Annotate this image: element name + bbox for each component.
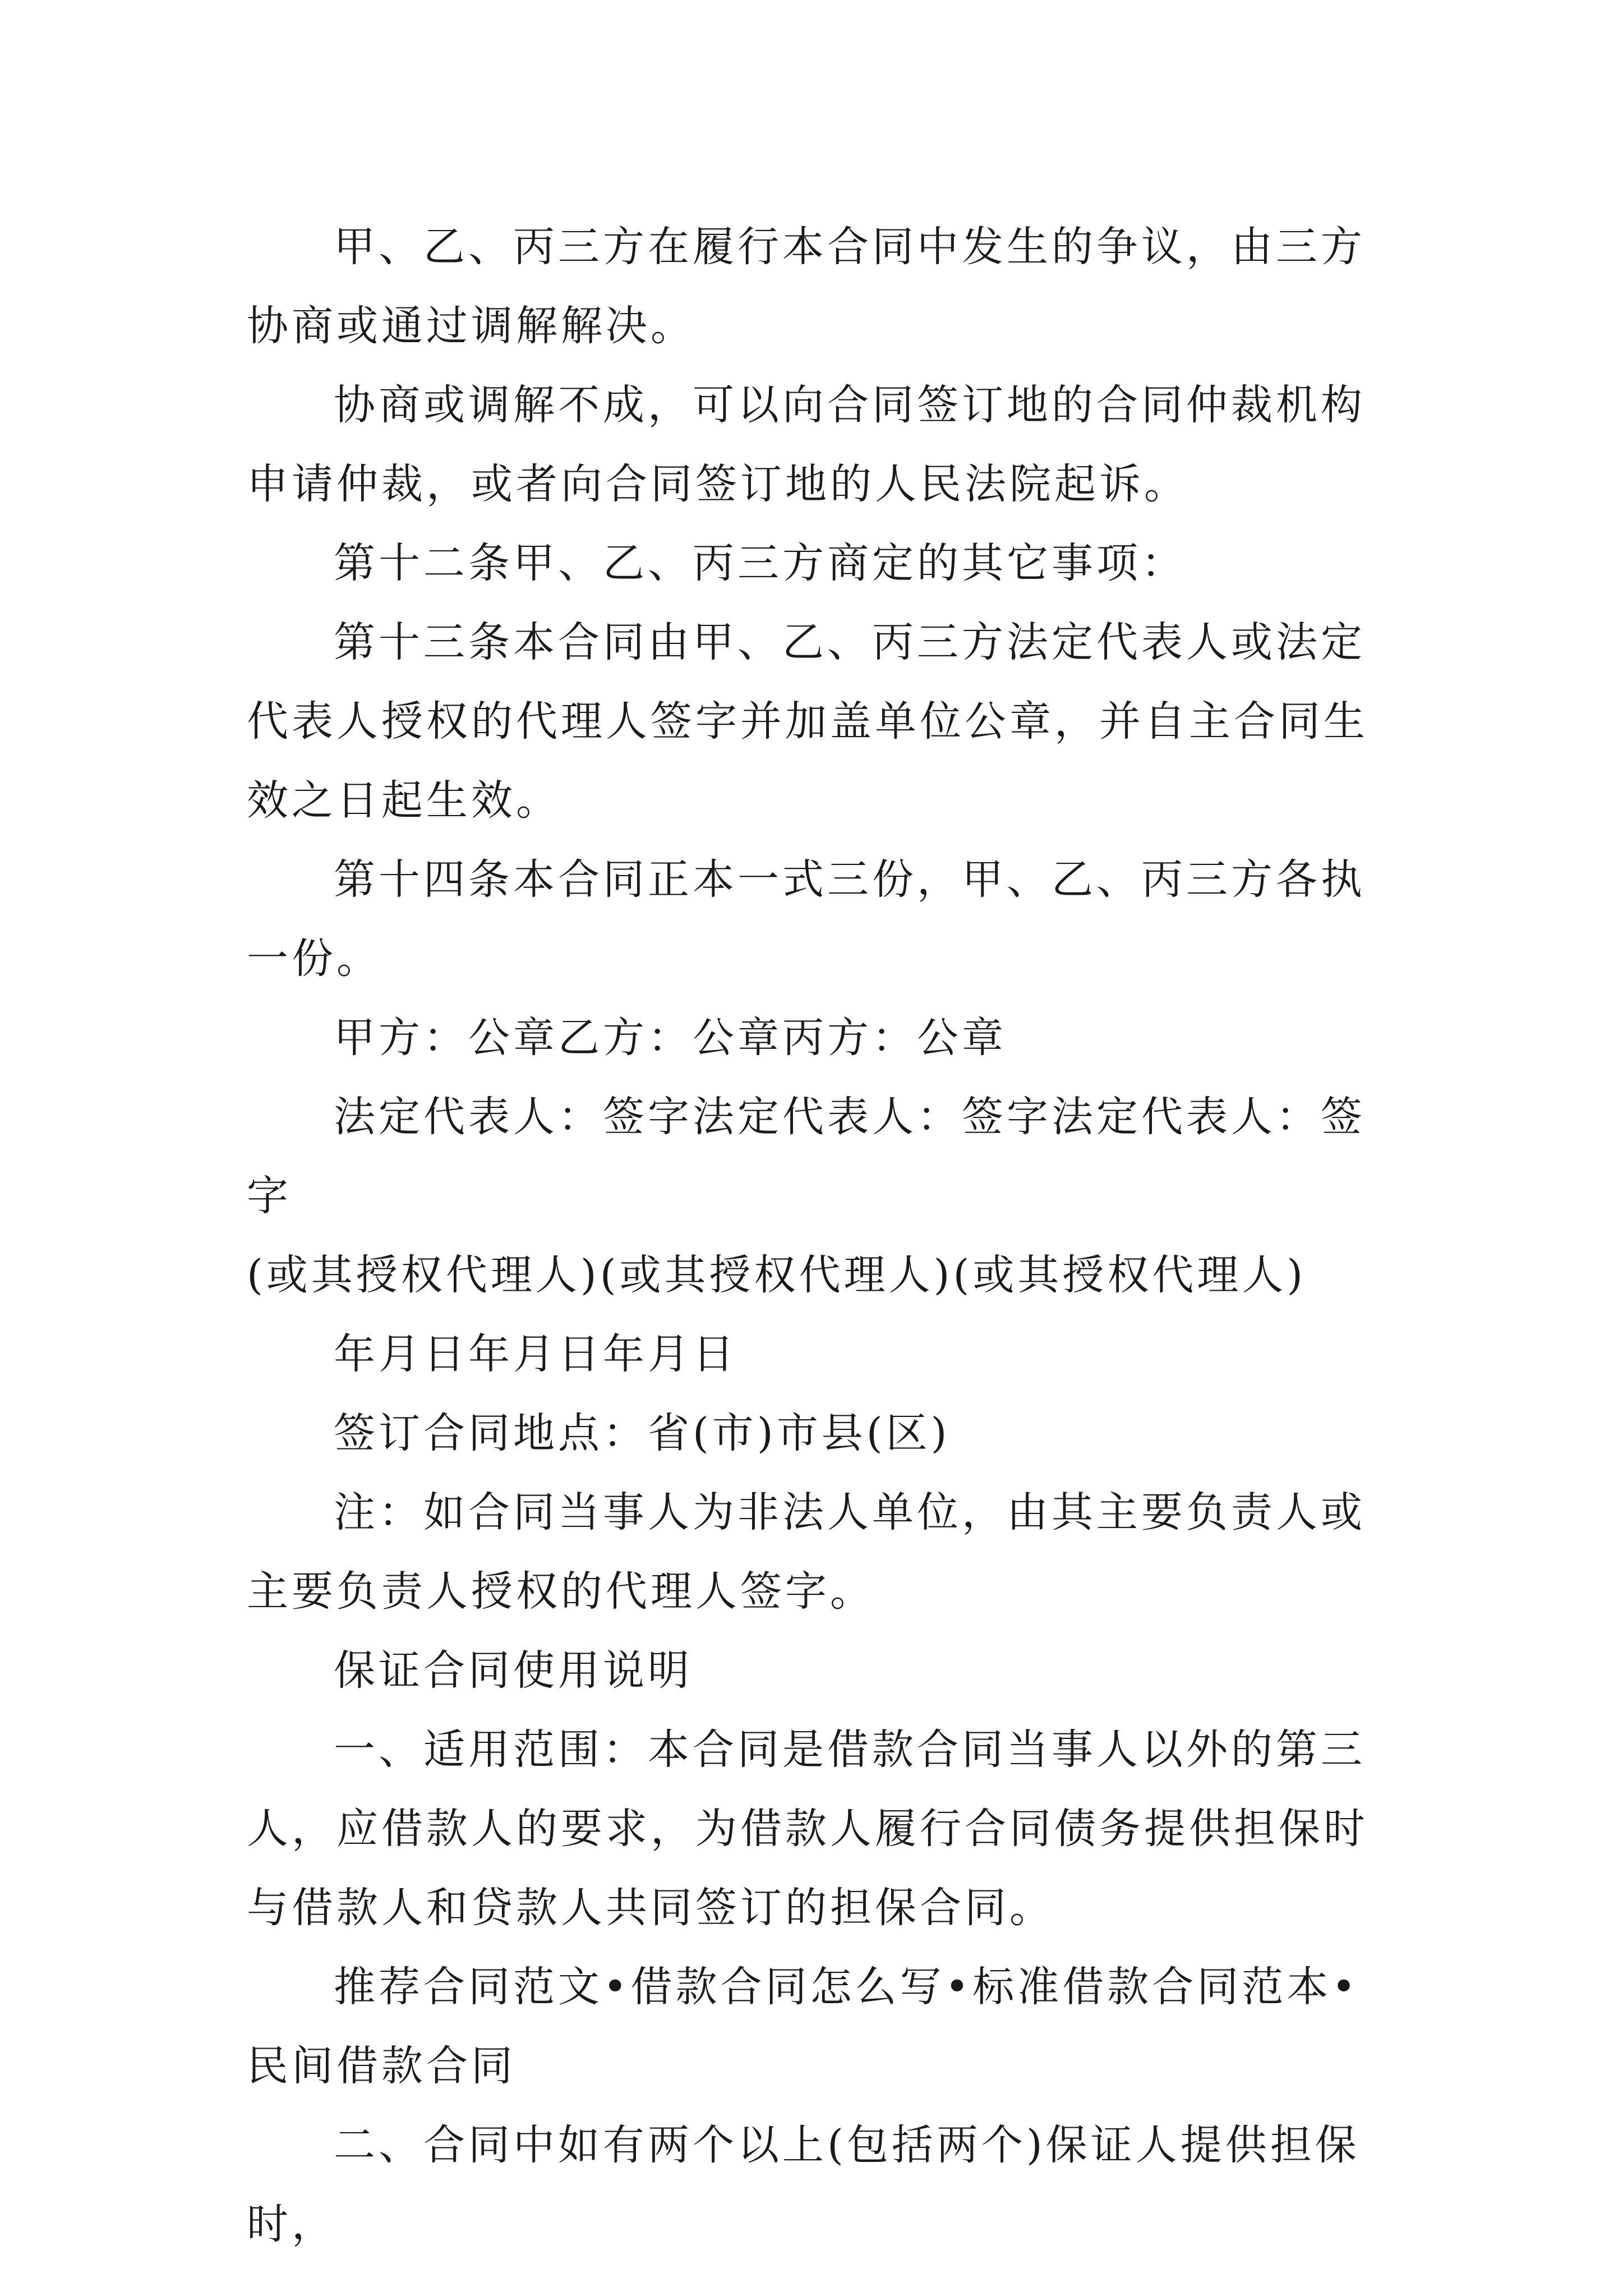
document-body <box>247 208 1385 2264</box>
paragraph-signatures: 法定代表人：签字法定代表人：签字法定代表人：签字 <box>247 1093 1366 1220</box>
paragraph-dispute-resolution: 甲、乙、丙三方在履行本合同中发生的争议，由三方协商或通过调解解决。 <box>247 223 1366 350</box>
paragraph-recommended: 推荐合同范文•借款合同怎么写•标准借款合同范本•民间借款合同 <box>247 1963 1359 2090</box>
paragraph-article-13: 第十三条本合同由甲、乙、丙三方法定代表人或法定代表人授权的代理人签字并加盖单位公章，并自主合同生效之日起生效。 <box>247 618 1368 825</box>
paragraph-article-12: 第十二条甲、乙、丙三方商定的其它事项： <box>334 539 1186 587</box>
paragraph-seals: 甲方：公章乙方：公章丙方：公章 <box>334 1014 1007 1062</box>
paragraph-arbitration: 协商或调解不成，可以向合同签订地的合同仲裁机构申请仲裁，或者向合同签订地的人民法院起诉。 <box>247 381 1366 508</box>
paragraph-article-14: 第十四条本合同正本一式三份，甲、乙、丙三方各执一份。 <box>247 855 1366 983</box>
paragraph-multiple-guarantors: 二、合同中如有两个以上(包括两个)保证人提供担保时， <box>247 2121 1360 2248</box>
paragraph-note: 注：如合同当事人为非法人单位，由其主要负责人或主要负责人授权的代理人签字。 <box>247 1488 1366 1616</box>
paragraph-signing-place: 签订合同地点：省(市)市县(区) <box>334 1409 951 1457</box>
paragraph-dates: 年月日年月日年月日 <box>334 1330 737 1378</box>
paragraph-authorized-agents: (或其授权代理人)(或其授权代理人)(或其授权代理人) <box>247 1251 1307 1299</box>
paragraph-scope: 一、适用范围：本合同是借款合同当事人以外的第三人，应借款人的要求，为借款人履行合同债务提供担保时与借款人和贷款人共同签订的担保合同。 <box>247 1726 1368 1932</box>
paragraph-usage-heading: 保证合同使用说明 <box>334 1646 693 1695</box>
